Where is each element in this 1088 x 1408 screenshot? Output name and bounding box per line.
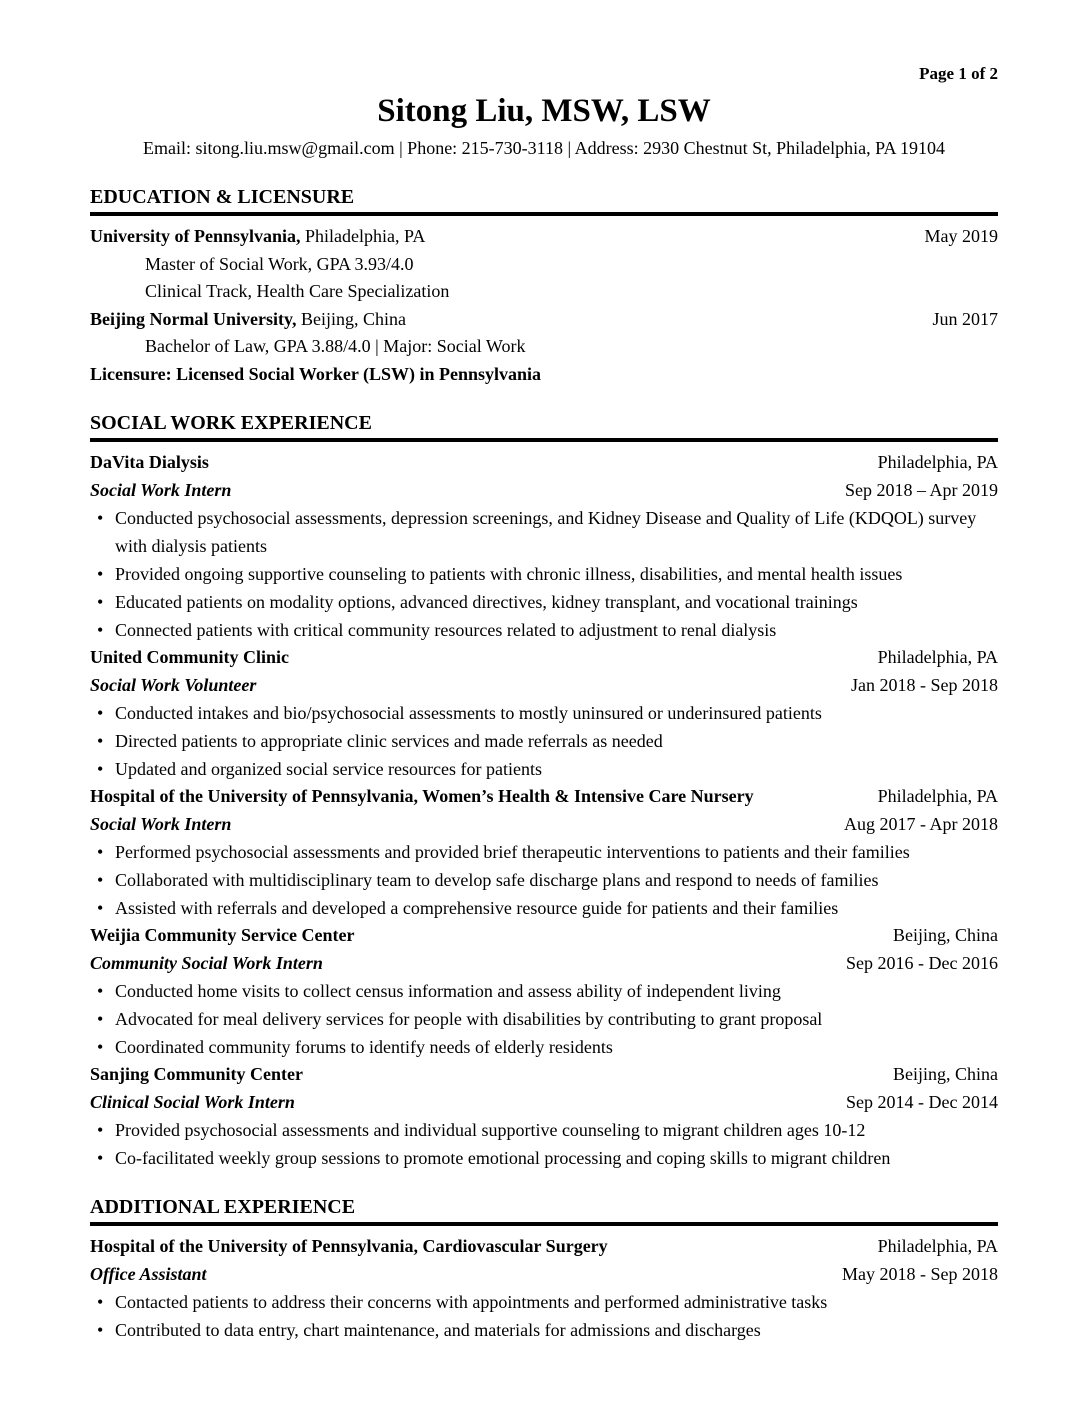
job-org: Sanjing Community Center (90, 1064, 304, 1084)
licensure-line: Licensure: Licensed Social Worker (LSW) in Pennsylvania (90, 363, 542, 384)
job-org-row (90, 1061, 998, 1089)
job-location: Philadelphia, PA (877, 1236, 998, 1256)
job-location: Philadelphia, PA (877, 786, 998, 806)
section-title-additional: ADDITIONAL EXPERIENCE (90, 1195, 998, 1226)
job-bullet: • Coordinated community forums to identify needs of elderly residents (90, 1033, 998, 1061)
job-role-row (90, 477, 998, 505)
job-dates: May 2018 - Sep 2018 (842, 1263, 998, 1284)
job-bullet-list (90, 1116, 998, 1172)
edu-detail: Bachelor of Law, GPA 3.88/4.0 | Major: Social Work (145, 336, 526, 356)
school-location: Philadelphia, PA (300, 226, 426, 246)
edu-school-line (90, 306, 406, 334)
candidate-name: Sitong Liu, MSW, LSW (377, 93, 711, 129)
section-title-education: EDUCATION & LICENSURE (90, 185, 998, 216)
job-dates: Jan 2018 - Sep 2018 (851, 674, 998, 695)
section-additional-experience (90, 1195, 998, 1344)
job-location: Beijing, China (893, 925, 998, 945)
job-bullet-list (90, 504, 998, 644)
job-org: Hospital of the University of Pennsylvania, Women’s Health & Intensive Care Nursery (90, 786, 754, 806)
job-bullet: • Conducted intakes and bio/psychosocial assessments to mostly uninsured or underinsured patients (90, 699, 998, 727)
job-org: DaVita Dialysis (90, 452, 209, 472)
job-entry (90, 644, 998, 783)
job-org-row (90, 1233, 998, 1261)
job-bullet-list (90, 838, 998, 922)
edu-entry-header (90, 306, 998, 334)
job-role-row (90, 811, 998, 839)
job-bullet: • Contacted patients to address their concerns with appointments and performed administrative tasks (90, 1288, 998, 1316)
edu-date: May 2019 (924, 226, 998, 246)
job-role: Social Work Volunteer (90, 674, 257, 695)
job-org-row (90, 644, 998, 672)
contact-line: Email: sitong.liu.msw@gmail.com | Phone: 215-730-3118 | Address: 2930 Chestnut St, Philadelphia, PA 19104 (143, 138, 945, 158)
job-bullet: • Collaborated with multidisciplinary team to develop safe discharge plans and respond to needs of families (90, 866, 998, 894)
job-bullet: • Contributed to data entry, chart maintenance, and materials for admissions and discharges (90, 1316, 998, 1344)
job-bullet: • Performed psychosocial assessments and provided brief therapeutic interventions to patients and their families (90, 838, 998, 866)
section-social-work-experience (90, 411, 998, 1172)
edu-school-line (90, 223, 425, 251)
job-role-row (90, 672, 998, 700)
job-org: Hospital of the University of Pennsylvania, Cardiovascular Surgery (90, 1236, 608, 1256)
job-org: United Community Clinic (90, 647, 290, 667)
job-bullet: • Advocated for meal delivery services for people with disabilities by contributing to grant proposal (90, 1005, 998, 1033)
job-location: Philadelphia, PA (877, 452, 998, 472)
edu-entry-header (90, 223, 998, 251)
edu-detail: Clinical Track, Health Care Specialization (145, 281, 450, 301)
edu-date: Jun 2017 (932, 308, 998, 329)
job-bullet: • Updated and organized social service resources for patients (90, 755, 998, 783)
job-bullet: • Educated patients on modality options, advanced directives, kidney transplant, and vocational trainings (90, 588, 998, 616)
job-bullet: • Co-facilitated weekly group sessions to promote emotional processing and coping skills to migrant children (90, 1144, 998, 1172)
job-location: Beijing, China (893, 1064, 998, 1084)
job-org-row (90, 922, 998, 950)
school-name: University of Pennsylvania, (90, 226, 301, 246)
job-bullet-list (90, 1288, 998, 1344)
job-role: Social Work Intern (90, 479, 232, 500)
job-entry (90, 449, 998, 644)
job-bullet-list (90, 977, 998, 1061)
job-role: Social Work Intern (90, 813, 232, 834)
job-bullet: • Conducted home visits to collect census information and assess ability of independent living (90, 977, 998, 1005)
job-role-row (90, 1261, 998, 1289)
section-title-social-work: SOCIAL WORK EXPERIENCE (90, 411, 998, 442)
page-number: Page 1 of 2 (919, 64, 998, 83)
job-role-row (90, 950, 998, 978)
job-bullet: • Connected patients with critical community resources related to adjustment to renal dialysis (90, 616, 998, 644)
job-bullet: • Conducted psychosocial assessments, depression screenings, and Kidney Disease and Quality of Life (KDQOL) survey with dialysis patients (90, 504, 998, 560)
section-education (90, 185, 998, 388)
job-entry (90, 922, 998, 1061)
job-entry (90, 1061, 998, 1172)
job-role: Clinical Social Work Intern (90, 1091, 295, 1112)
job-entry (90, 783, 998, 922)
job-dates: Aug 2017 - Apr 2018 (844, 813, 998, 834)
job-dates: Sep 2016 - Dec 2016 (846, 952, 998, 973)
job-location: Philadelphia, PA (877, 647, 998, 667)
job-dates: Sep 2014 - Dec 2014 (846, 1091, 998, 1112)
job-role-row (90, 1089, 998, 1117)
school-location: Beijing, China (296, 308, 406, 329)
job-role: Community Social Work Intern (90, 952, 323, 973)
school-name: Beijing Normal University, (90, 308, 297, 329)
job-entry (90, 1233, 998, 1344)
job-org-row (90, 783, 998, 811)
edu-detail: Master of Social Work, GPA 3.93/4.0 (145, 253, 414, 274)
job-bullet: • Directed patients to appropriate clinic services and made referrals as needed (90, 727, 998, 755)
job-bullet: • Provided psychosocial assessments and individual supportive counseling to migrant children ages 10-12 (90, 1116, 998, 1144)
job-dates: Sep 2018 – Apr 2019 (845, 479, 998, 500)
job-org-row (90, 449, 998, 477)
job-bullet-list (90, 699, 998, 783)
job-org: Weijia Community Service Center (90, 925, 355, 945)
job-bullet: • Assisted with referrals and developed a comprehensive resource guide for patients and their families (90, 894, 998, 922)
job-role: Office Assistant (90, 1263, 207, 1284)
job-bullet: • Provided ongoing supportive counseling to patients with chronic illness, disabilities, and mental health issues (90, 560, 998, 588)
